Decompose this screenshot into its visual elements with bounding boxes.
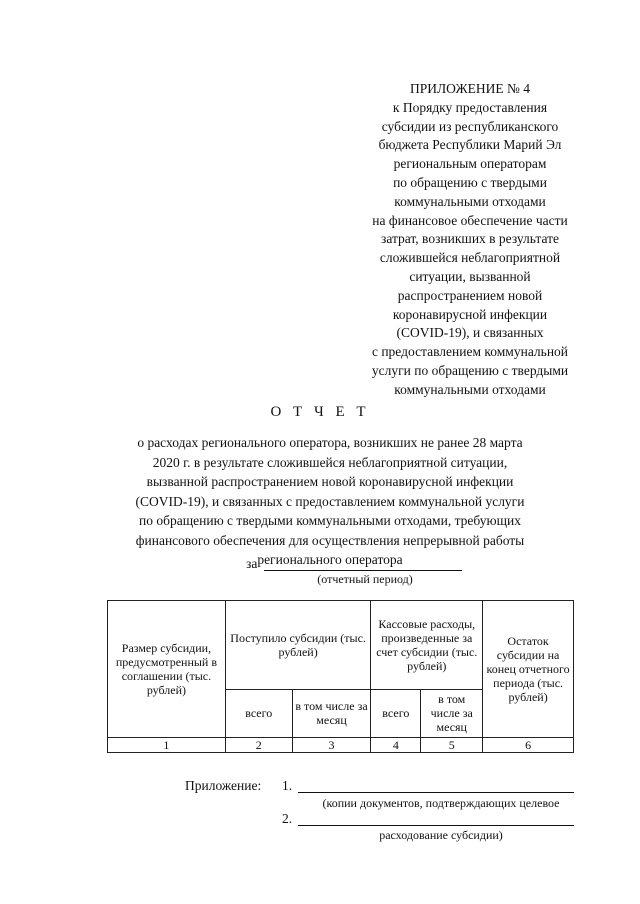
appendix-line: региональным операторам — [393, 156, 547, 172]
report-table — [107, 600, 574, 753]
column-number: 6 — [483, 738, 574, 753]
column-number: 2 — [225, 738, 292, 753]
period-blank-line — [264, 570, 462, 571]
appendix-line: коммунальными отходами — [394, 193, 546, 209]
attachment-item-2-number: 2. — [282, 811, 293, 826]
appendix-line: сложившейся неблагоприятной — [379, 250, 561, 266]
column-number: 5 — [421, 738, 483, 753]
attachment-item-1-number: 1. — [282, 778, 293, 793]
appendix-line: ситуации, вызванной — [409, 268, 531, 284]
appendix-line: ПРИЛОЖЕНИЕ № 4 — [409, 81, 531, 96]
report-title: О Т Ч Е Т — [270, 404, 370, 420]
header-expenses: Кассовые расходы, произведенные за счет субсидии (тыс. рублей) — [371, 601, 483, 690]
subheader-expenses-month: в том числе за месяц — [421, 689, 483, 737]
period-note: (отчетный период) — [317, 572, 413, 586]
attachment-label: Приложение: — [185, 778, 262, 793]
description-line: регионального оператора — [257, 552, 403, 567]
appendix-line: (COVID-19), и связанных — [396, 325, 544, 341]
header-subsidy-size: Размер субсидии, предусмотренный в соглашении (тыс. рублей) — [108, 601, 226, 738]
period-prefix: за — [246, 556, 258, 571]
description-line: (COVID-19), и связанных с предоставлением коммунальной услуги — [135, 493, 525, 509]
description-line: по обращению с твердыми коммунальными отходами, требующих — [139, 513, 521, 528]
attachment-note-1: (копии документов, подтверждающих целевое — [322, 796, 560, 810]
appendix-header — [340, 80, 600, 400]
attachment-item-1-line — [298, 792, 574, 793]
column-number: 4 — [371, 738, 421, 753]
description-line: 2020 г. в результате сложившейся неблагоприятной ситуации, — [152, 454, 508, 470]
description-line: вызванной распространением новой коронавирусной инфекции — [146, 474, 514, 489]
appendix-line: субсидии из республиканского — [381, 118, 559, 134]
appendix-line: коммунальными отходами — [394, 381, 546, 397]
subheader-received-month: в том числе за месяц — [292, 689, 371, 737]
table-header-row — [108, 601, 574, 690]
appendix-line: с предоставлением коммунальной — [371, 344, 569, 360]
description-line: финансового обеспечения для осуществления непрерывной работы — [135, 532, 525, 548]
appendix-line: по обращению с твердыми — [393, 174, 547, 190]
column-number: 3 — [292, 738, 371, 753]
header-received: Поступило субсидии (тыс. рублей) — [225, 601, 371, 690]
subheader-expenses-total: всего — [371, 689, 421, 737]
subheader-received-total: всего — [225, 689, 292, 737]
appendix-line: услуги по обращению с твердыми — [371, 362, 569, 378]
appendix-line: коронавирусной инфекции — [392, 306, 548, 322]
appendix-line: затрат, возникших в результате — [380, 231, 560, 247]
appendix-line: на финансовое обеспечение части — [372, 212, 568, 228]
appendix-line: распространением новой — [397, 287, 543, 303]
appendix-line: бюджета Республики Марий Эл — [378, 137, 562, 153]
appendix-line: к Порядку предоставления — [392, 99, 548, 115]
attachment-note-2: расходование субсидии) — [379, 828, 503, 842]
report-description — [100, 433, 560, 570]
table-number-row — [108, 738, 574, 753]
description-line: о расходах регионального оператора, возникших не ранее 28 марта — [137, 435, 523, 450]
column-number: 1 — [108, 738, 226, 753]
header-balance: Остаток субсидии на конец отчетного периода (тыс. рублей) — [483, 601, 574, 738]
attachment-item-2-line — [298, 825, 574, 826]
